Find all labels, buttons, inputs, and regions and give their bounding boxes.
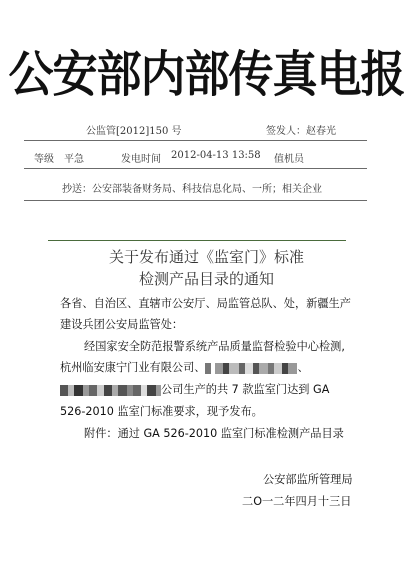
paragraph-line4: 526-2010 监室门标准要求，现予发布。 bbox=[60, 405, 263, 418]
issue-date: 二O一二年四月十三日 bbox=[242, 495, 352, 508]
signer: 签发人：赵春光 bbox=[266, 126, 336, 137]
document-number: 公监管[2012]150 号 bbox=[86, 126, 182, 137]
notice-title-line1: 关于发布通过《监室门》标准 bbox=[108, 248, 304, 266]
issuing-organization: 公安部监所管理局 bbox=[263, 473, 353, 486]
send-time: 2012-04-13 13:58 bbox=[171, 150, 261, 161]
redacted-region bbox=[205, 363, 297, 374]
send-time-label: 发电时间 bbox=[121, 154, 161, 165]
company-name: 杭州临安康宁门业有限公司、 bbox=[60, 361, 206, 374]
redacted-region bbox=[60, 385, 161, 396]
paragraph-line3 bbox=[60, 383, 329, 397]
operator: 值机员 bbox=[274, 154, 304, 165]
cc-line: 抄送：公安部装备财务局、科技信息化局、一所；相关企业 bbox=[62, 184, 322, 195]
divider bbox=[24, 140, 367, 141]
attachment: 附件：通过 GA 526-2010 监室门标准检测产品目录 bbox=[84, 427, 344, 440]
paragraph-line3-text: 公司生产的共 7 款监室门达到 GA bbox=[161, 383, 330, 396]
separator: 、 bbox=[297, 361, 309, 374]
paragraph-line1: 经国家安全防范报警系统产品质量监督检验中心检测, bbox=[84, 340, 345, 353]
grade: 等级 平急 bbox=[34, 154, 84, 165]
document-title: 公安部内部传真电报 bbox=[8, 45, 405, 104]
paragraph-line2 bbox=[60, 361, 309, 375]
divider bbox=[24, 168, 367, 169]
recipients-line1: 各省、自治区、直辖市公安厅、局监管总队、处，新疆生产 bbox=[60, 297, 351, 310]
notice-title-line2: 检测产品目录的通知 bbox=[138, 270, 274, 288]
recipients-line2: 建设兵团公安局监管处： bbox=[60, 318, 184, 331]
divider bbox=[24, 200, 367, 201]
divider bbox=[48, 240, 346, 241]
